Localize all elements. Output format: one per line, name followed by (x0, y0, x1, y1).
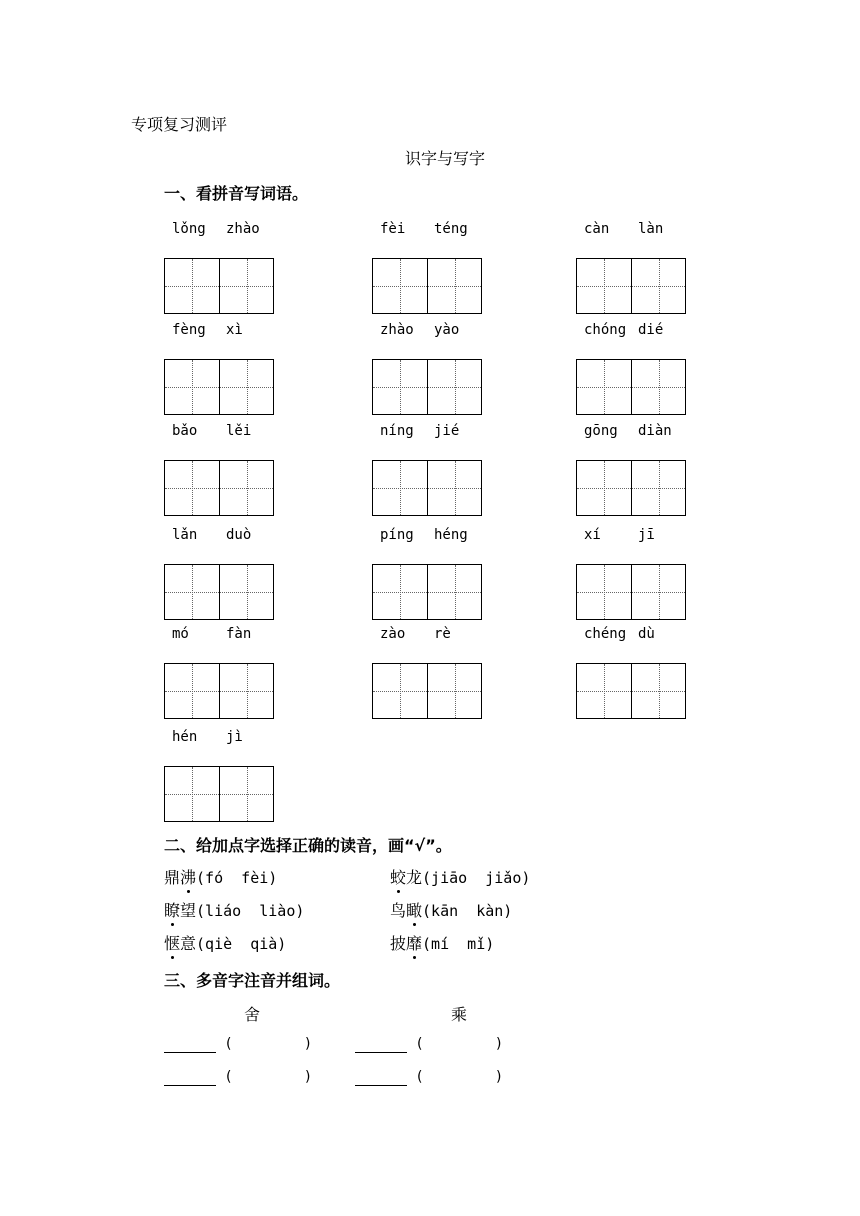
writing-cell[interactable] (427, 565, 481, 619)
word-char: 龙 (406, 868, 423, 887)
writing-grid[interactable] (372, 460, 482, 516)
pinyin-options[interactable]: (kān kàn) (422, 902, 513, 920)
pinyin-label: hén (172, 729, 198, 745)
pinyin-options[interactable]: (fó fèi) (196, 869, 278, 887)
pinyin-options[interactable]: (liáo liào) (196, 902, 305, 920)
pinyin-label: mó (172, 626, 189, 642)
pronunciation-item[interactable] (164, 931, 286, 954)
writing-cell[interactable] (219, 664, 273, 718)
pinyin-label: lǒng (172, 221, 206, 237)
writing-cell[interactable] (219, 565, 273, 619)
pronunciation-item[interactable] (164, 865, 277, 888)
writing-cell[interactable] (165, 664, 219, 718)
writing-cell[interactable] (631, 664, 685, 718)
paren-close: ) (496, 1036, 502, 1052)
section-3-heading: 三、多音字注音并组词。 (164, 971, 341, 990)
pronunciation-item[interactable] (164, 898, 304, 921)
writing-cell[interactable] (577, 565, 631, 619)
pinyin-label: zào (380, 626, 406, 642)
writing-cell[interactable] (631, 565, 685, 619)
pinyin-label: dù (638, 626, 655, 642)
writing-cell[interactable] (165, 461, 219, 515)
writing-cell[interactable] (165, 767, 219, 821)
dotted-char: 蛟 (390, 865, 406, 888)
writing-cell[interactable] (373, 360, 427, 414)
polyphone-char-she: 舍 (244, 1005, 261, 1024)
polyphone-char-cheng: 乘 (451, 1005, 468, 1024)
section-2-heading: 二、给加点字选择正确的读音，画“√”。 (164, 836, 452, 855)
paren-close: ) (496, 1069, 502, 1085)
pinyin-options[interactable]: (jiāo jiǎo) (422, 869, 531, 887)
writing-grid[interactable] (576, 564, 686, 620)
pinyin-label: jī (638, 527, 655, 543)
pinyin-label: xí (584, 527, 601, 543)
writing-grid[interactable] (164, 663, 274, 719)
writing-grid[interactable] (164, 766, 274, 822)
pinyin-options[interactable]: (mí mǐ) (422, 935, 495, 953)
word-char: 望 (180, 901, 197, 920)
writing-cell[interactable] (165, 259, 219, 313)
writing-cell[interactable] (219, 767, 273, 821)
pinyin-label: gōng (584, 423, 618, 439)
writing-cell[interactable] (373, 461, 427, 515)
writing-grid[interactable] (576, 258, 686, 314)
writing-grid[interactable] (372, 258, 482, 314)
paren-open: ( (226, 1036, 232, 1052)
writing-cell[interactable] (577, 360, 631, 414)
writing-cell[interactable] (631, 360, 685, 414)
pinyin-label: píng (380, 527, 414, 543)
word-char: 鸟 (390, 901, 407, 920)
writing-cell[interactable] (577, 259, 631, 313)
writing-grid[interactable] (372, 359, 482, 415)
pinyin-label: càn (584, 221, 610, 237)
pinyin-label: héng (434, 527, 468, 543)
writing-cell[interactable] (219, 461, 273, 515)
worksheet-header: 专项复习测评 (131, 115, 228, 134)
paren-close: ) (305, 1036, 311, 1052)
writing-grid[interactable] (576, 663, 686, 719)
pinyin-label: chéng (584, 626, 627, 642)
pinyin-label: xì (226, 322, 243, 338)
pinyin-label: rè (434, 626, 451, 642)
writing-cell[interactable] (373, 259, 427, 313)
dotted-char: 瞭 (164, 898, 180, 921)
paren-open: ( (417, 1069, 423, 1085)
dotted-char: 惬 (164, 931, 180, 954)
writing-cell[interactable] (165, 360, 219, 414)
pinyin-label: jì (226, 729, 243, 745)
word-char: 意 (180, 934, 197, 953)
dotted-char: 靡 (406, 931, 422, 954)
section-1-heading: 一、看拼音写词语。 (164, 184, 309, 203)
writing-grid[interactable] (576, 359, 686, 415)
writing-cell[interactable] (427, 259, 481, 313)
pinyin-options[interactable]: (qiè qià) (196, 935, 287, 953)
pinyin-label: chóng (584, 322, 627, 338)
writing-cell[interactable] (427, 360, 481, 414)
answer-blank[interactable] (164, 1038, 216, 1053)
pinyin-label: níng (380, 423, 414, 439)
writing-grid[interactable] (164, 359, 274, 415)
pinyin-label: bǎo (172, 423, 198, 439)
pinyin-label: dié (638, 322, 664, 338)
pronunciation-item[interactable] (390, 898, 512, 921)
writing-cell[interactable] (373, 565, 427, 619)
writing-cell[interactable] (165, 565, 219, 619)
pinyin-label: zhào (226, 221, 260, 237)
pinyin-label: yào (434, 322, 460, 338)
writing-cell[interactable] (631, 461, 685, 515)
answer-blank[interactable] (355, 1038, 407, 1053)
pinyin-label: fàn (226, 626, 252, 642)
paren-open: ( (417, 1036, 423, 1052)
dotted-char: 沸 (180, 865, 196, 888)
writing-cell[interactable] (427, 461, 481, 515)
paren-open: ( (226, 1069, 232, 1085)
answer-blank[interactable] (355, 1071, 407, 1086)
pinyin-label: duò (226, 527, 252, 543)
writing-cell[interactable] (373, 664, 427, 718)
word-char: 披 (390, 934, 407, 953)
writing-cell[interactable] (219, 259, 273, 313)
writing-cell[interactable] (427, 664, 481, 718)
word-char: 鼎 (164, 868, 181, 887)
writing-grid[interactable] (164, 460, 274, 516)
writing-cell[interactable] (577, 664, 631, 718)
pinyin-label: fèng (172, 322, 206, 338)
answer-blank[interactable] (164, 1071, 216, 1086)
writing-grid[interactable] (164, 564, 274, 620)
pinyin-label: làn (638, 221, 664, 237)
writing-cell[interactable] (631, 259, 685, 313)
dotted-char: 瞰 (406, 898, 422, 921)
pinyin-label: lǎn (172, 527, 198, 543)
pinyin-label: diàn (638, 423, 672, 439)
writing-grid[interactable] (372, 663, 482, 719)
pinyin-label: zhào (380, 322, 414, 338)
writing-grid[interactable] (372, 564, 482, 620)
writing-grid[interactable] (576, 460, 686, 516)
page-title: 识字与写字 (405, 149, 486, 168)
paren-close: ) (305, 1069, 311, 1085)
pinyin-label: fèi (380, 221, 406, 237)
writing-cell[interactable] (577, 461, 631, 515)
pinyin-label: lěi (226, 423, 252, 439)
pinyin-label: jié (434, 423, 460, 439)
pinyin-label: téng (434, 221, 468, 237)
writing-cell[interactable] (219, 360, 273, 414)
pronunciation-item[interactable] (390, 931, 494, 954)
pronunciation-item[interactable] (390, 865, 530, 888)
writing-grid[interactable] (164, 258, 274, 314)
